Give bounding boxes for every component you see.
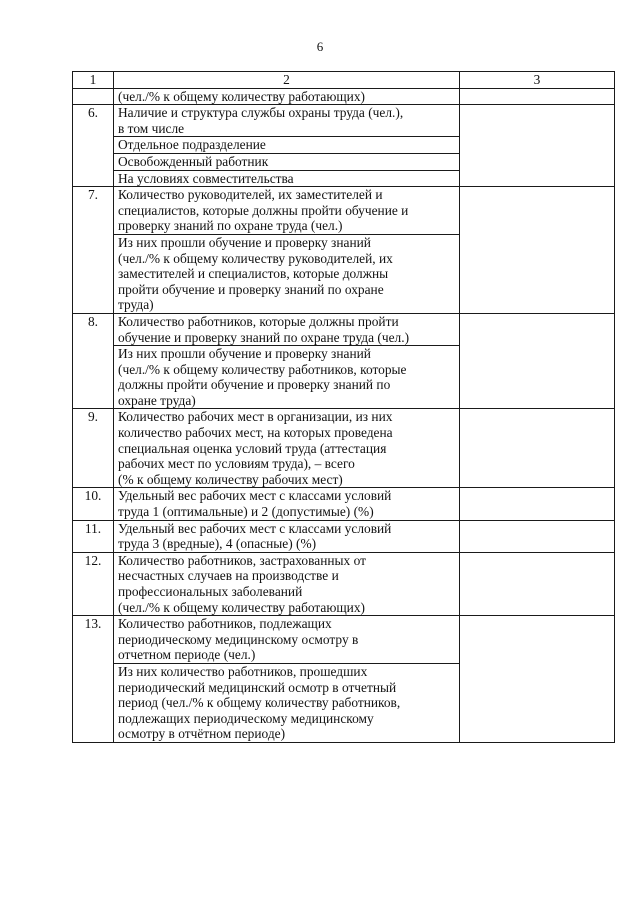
item-number-cell xyxy=(73,616,114,664)
item-text-line: подлежащих периодическому медицинскому xyxy=(118,710,374,726)
header-col-1: 1 xyxy=(73,72,114,89)
table-row xyxy=(73,234,615,313)
item-text-line: должны пройти обучение и проверку знаний по xyxy=(118,377,391,393)
item-text-line: Освобожденный работник xyxy=(118,153,269,169)
page-number: 6 xyxy=(316,39,324,54)
table-row xyxy=(73,137,615,154)
item-text-cell xyxy=(114,153,460,170)
table-row xyxy=(73,153,615,170)
table-row xyxy=(73,520,615,552)
item-text-line: в том числе xyxy=(118,120,185,136)
table-row xyxy=(73,552,615,615)
item-text-line: Из них прошли обучение и проверку знаний xyxy=(118,346,371,362)
item-text-line: специальная оценка условий труда (аттестация xyxy=(118,440,387,456)
header-col-3: 3 xyxy=(460,72,615,89)
item-text-line: (% к общему количеству рабочих мест) xyxy=(118,471,343,487)
item-text-line: пройти обучение и проверку знаний по охране xyxy=(118,281,384,297)
continuation-text: (чел./% к общему количеству работающих) xyxy=(118,88,365,104)
item-text-cell xyxy=(114,234,460,313)
item-text-cell xyxy=(114,552,460,615)
header-col-2: 2 xyxy=(114,72,460,89)
item-number-cell xyxy=(73,105,114,137)
item-text-line: периодическому медицинскому осмотру в xyxy=(118,631,359,647)
item-text-line: обучение и проверку знаний по охране труда (чел.) xyxy=(118,329,410,345)
item-number-cell xyxy=(73,88,114,105)
item-number-cell xyxy=(73,520,114,552)
item-number-cell xyxy=(73,234,114,313)
item-text-line: Наличие и структура службы охраны труда (чел.), xyxy=(118,105,404,121)
value-cell xyxy=(460,616,615,664)
item-number: 7. xyxy=(87,187,99,203)
item-text-line: (чел./% к общему количеству работников, которые xyxy=(118,361,407,377)
table-row xyxy=(73,409,615,488)
item-number: 11. xyxy=(84,520,102,536)
item-text-cell xyxy=(114,520,460,552)
table-row xyxy=(73,488,615,520)
value-cell xyxy=(460,663,615,742)
item-number: 13. xyxy=(84,616,102,632)
value-cell xyxy=(460,313,615,345)
item-text-cell xyxy=(114,663,460,742)
table-row xyxy=(73,187,615,235)
item-text-line: количество рабочих мест, на которых проведена xyxy=(118,425,393,441)
item-text-line: проверку знаний по охране труда (чел.) xyxy=(118,218,343,234)
item-text-line: Отдельное подразделение xyxy=(118,137,266,153)
item-text-line: Количество работников, подлежащих xyxy=(118,616,332,632)
item-text-line: Количество работников, застрахованных от xyxy=(118,552,366,568)
value-cell xyxy=(460,488,615,520)
item-text-line: профессиональных заболеваний xyxy=(118,584,303,599)
item-number: 12. xyxy=(84,552,102,568)
value-cell xyxy=(460,88,615,105)
value-cell xyxy=(460,105,615,137)
item-text-line: На условиях совместительства xyxy=(118,170,294,186)
item-text-line: Количество рабочих мест в организации, из них xyxy=(118,409,393,425)
item-text-line: труда 3 (вредные), 4 (опасные) (%) xyxy=(118,536,317,552)
item-text-cell xyxy=(114,409,460,488)
item-text-line: Удельный вес рабочих мест с классами условий xyxy=(118,520,392,536)
report-table-body xyxy=(73,72,615,743)
value-cell xyxy=(460,520,615,552)
value-cell xyxy=(460,170,615,187)
table-row xyxy=(73,105,615,137)
value-cell xyxy=(460,137,615,154)
item-text-cell xyxy=(114,137,460,154)
item-text-line: труда 1 (оптимальные) и 2 (допустимые) (%) xyxy=(118,504,374,520)
value-cell xyxy=(460,409,615,488)
item-text-cell xyxy=(114,616,460,664)
item-text-line: специалистов, которые должны пройти обучение и xyxy=(118,202,409,218)
value-cell xyxy=(460,187,615,235)
item-text-cell xyxy=(114,187,460,235)
table-row xyxy=(73,346,615,409)
item-number: 9. xyxy=(87,409,99,425)
item-text-line: периодический медицинский осмотр в отчетный xyxy=(118,679,397,695)
item-text-line: Удельный вес рабочих мест с классами условий xyxy=(118,488,392,504)
item-text-line: период (чел./% к общему количеству работников, xyxy=(118,695,401,711)
item-text-line: (чел./% к общему количеству руководителей, их xyxy=(118,250,393,266)
item-text-line: труда) xyxy=(118,297,154,313)
item-text-cell xyxy=(114,170,460,187)
item-text-line: (чел./% к общему количеству работающих) xyxy=(118,599,365,615)
item-number: 8. xyxy=(87,313,99,329)
item-text-line: охране труда) xyxy=(118,392,196,408)
table-row xyxy=(73,313,615,345)
item-number-cell xyxy=(73,187,114,235)
item-number-cell xyxy=(73,488,114,520)
item-text-cell xyxy=(114,88,460,105)
item-text-line: Количество руководителей, их заместителей и xyxy=(118,187,383,203)
item-text-line: рабочих мест по условиям труда), – всего xyxy=(118,456,355,472)
table-row xyxy=(73,616,615,664)
item-text-line: Из них количество работников, прошедших xyxy=(118,663,368,679)
item-text-cell xyxy=(114,313,460,345)
item-text-line: несчастных случаев на производстве и xyxy=(118,568,339,584)
item-text-line: осмотру в отчётном периоде) xyxy=(118,726,286,742)
value-cell xyxy=(460,552,615,615)
item-text-line: отчетном периоде (чел.) xyxy=(118,647,256,663)
value-cell xyxy=(460,346,615,409)
item-number: 6. xyxy=(87,105,99,121)
item-number-cell xyxy=(73,663,114,742)
item-number-cell xyxy=(73,346,114,409)
item-text-cell xyxy=(114,105,460,137)
item-number-cell xyxy=(73,170,114,187)
item-text-line: Количество работников, которые должны пройти xyxy=(118,313,399,329)
item-number-cell xyxy=(73,137,114,154)
table-row xyxy=(73,663,615,742)
item-number-cell xyxy=(73,153,114,170)
item-number-cell xyxy=(73,313,114,345)
continuation-row xyxy=(73,88,615,105)
item-number: 10. xyxy=(84,488,102,504)
value-cell xyxy=(460,234,615,313)
table-row xyxy=(73,170,615,187)
item-text-cell xyxy=(114,346,460,409)
item-text-line: заместителей и специалистов, которые должны xyxy=(118,266,389,282)
report-table xyxy=(72,71,615,743)
item-text-cell xyxy=(114,488,460,520)
value-cell xyxy=(460,153,615,170)
table-header-row xyxy=(73,72,615,89)
item-number-cell xyxy=(73,409,114,488)
item-text-line: Из них прошли обучение и проверку знаний xyxy=(118,234,371,250)
item-number-cell xyxy=(73,552,114,615)
